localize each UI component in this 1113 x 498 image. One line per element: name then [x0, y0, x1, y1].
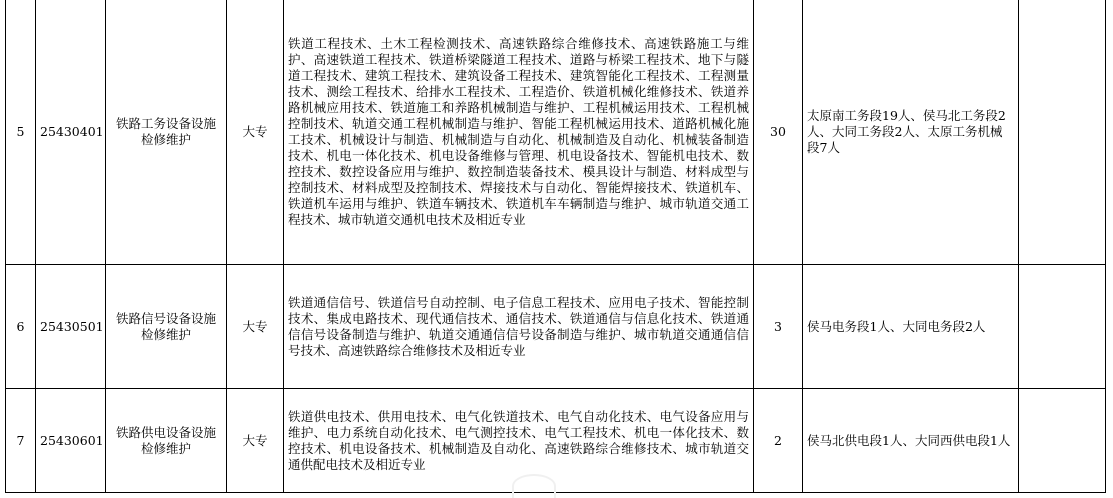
row-number: 5 [6, 0, 36, 265]
hiring-count: 2 [754, 389, 803, 493]
position-name: 铁路工务设备设施检修维护 [106, 0, 227, 265]
education-level: 大专 [227, 389, 284, 493]
major-requirements: 铁道供电技术、供用电技术、电气化铁道技术、电气自动化技术、电气设备应用与维护、电力系统自动化技术、电气测控技术、电气工程技术、机电一体化技术、数控技术、机电设备技术、机械制造及自动化、高速铁路综合维修技术、城市轨道交通供配电技术及相近专业 [284, 389, 754, 493]
major-requirements: 铁道通信信号、铁道信号自动控制、电子信息工程技术、应用电子技术、智能控制技术、集成电路技术、现代通信技术、通信技术、铁道通信与信息化技术、铁道通信信号设备制造与维护、轨道交通通信信号设备制造与维护、城市轨道交通通信信号技术、高速铁路综合维修技术及相近专业 [284, 265, 754, 389]
watermark-mark [512, 474, 556, 498]
education-level: 大专 [227, 265, 284, 389]
remarks-cell [1019, 0, 1106, 265]
position-name: 铁路信号设备设施检修维护 [106, 265, 227, 389]
hiring-units: 太原南工务段19人、侯马北工务段2人、大同工务段2人、太原工务机械段7人 [803, 0, 1019, 265]
table-row [6, 265, 1106, 389]
major-requirements: 铁道工程技术、土木工程检测技术、高速铁路综合维修技术、高速铁路施工与维护、高速铁道工程技术、铁道桥梁隧道工程技术、道路与桥梁工程技术、地下与隧道工程技术、建筑工程技术、建筑设备工程技术、建筑智能化工程技术、工程测量技术、测绘工程技术、给排水工程技术、工程造价、铁道机械化维修技术、铁道养路机械应用技术、铁道施工和养路机械制造与维护、工程机械运用技术、工程机械控制技术、轨道交通工程机械制造与维护、智能工程机械运用技术、道路机械化施工技术、机械设计与制造、机械制造与自动化、机械制造及自动化、机械装备制造技术、机电一体化技术、机电设备维修与管理、机电设备技术、智能机电技术、数控技术、数控设备应用与维护、数控制造装备技术、模具设计与制造、材料成型与控制技术、材料成型及控制技术、焊接技术与自动化、智能焊接技术、铁道机车、铁道机车运用与维护、铁道车辆技术、铁道机车车辆制造与维护、城市轨道交通工程技术、城市轨道交通机电技术及相近专业 [284, 0, 754, 265]
remarks-cell [1019, 389, 1106, 493]
remarks-cell [1019, 265, 1106, 389]
position-code: 25430401 [36, 0, 106, 265]
row-number: 7 [6, 389, 36, 493]
hiring-units: 侯马电务段1人、大同电务段2人 [803, 265, 1019, 389]
position-name: 铁路供电设备设施检修维护 [106, 389, 227, 493]
recruitment-table [5, 0, 1106, 493]
hiring-count: 30 [754, 0, 803, 265]
hiring-units: 侯马北供电段1人、大同西供电段1人 [803, 389, 1019, 493]
position-code: 25430501 [36, 265, 106, 389]
education-level: 大专 [227, 0, 284, 265]
hiring-count: 3 [754, 265, 803, 389]
table-row [6, 0, 1106, 265]
position-code: 25430601 [36, 389, 106, 493]
table-row [6, 389, 1106, 493]
row-number: 6 [6, 265, 36, 389]
